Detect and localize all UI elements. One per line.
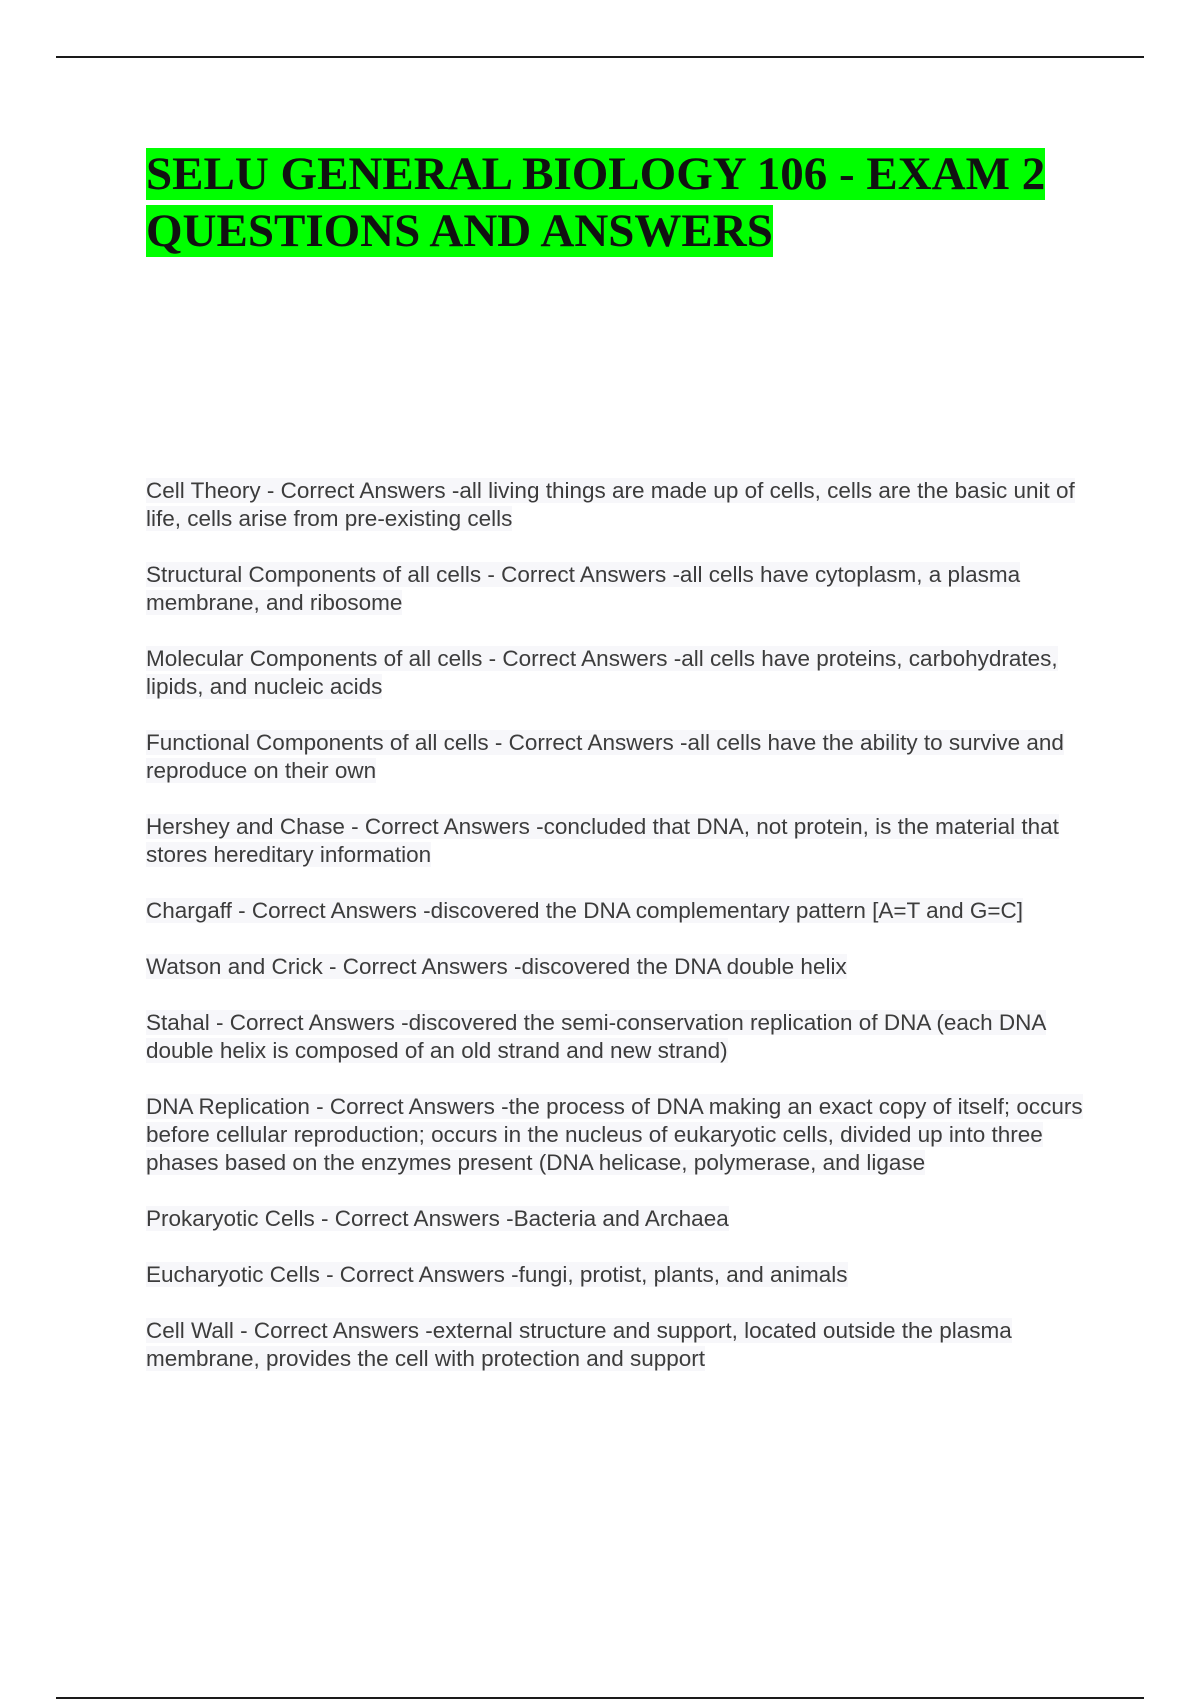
qa-item — [146, 1093, 1096, 1177]
qa-item-text: Hershey and Chase - Correct Answers -concluded that DNA, not protein, is the material that stores hereditary information — [146, 814, 1059, 867]
qa-item — [146, 1317, 1096, 1373]
qa-item — [146, 897, 1096, 925]
qa-item-text: Molecular Components of all cells - Correct Answers -all cells have proteins, carbohydrates, lipids, and nucleic acids — [146, 646, 1058, 699]
title-block — [146, 146, 1106, 260]
qa-item — [146, 953, 1096, 981]
qa-item — [146, 813, 1096, 869]
qa-item-text: Watson and Crick - Correct Answers -discovered the DNA double helix — [146, 954, 847, 979]
qa-item-text: Structural Components of all cells - Correct Answers -all cells have cytoplasm, a plasma membrane, and ribosome — [146, 562, 1021, 615]
qa-list — [146, 477, 1096, 1401]
footer-rule — [56, 1697, 1144, 1699]
qa-item — [146, 645, 1096, 701]
qa-item-text: Chargaff - Correct Answers -discovered the DNA complementary pattern [A=T and G=C] — [146, 898, 1024, 923]
qa-item-text: Prokaryotic Cells - Correct Answers -Bacteria and Archaea — [146, 1206, 729, 1231]
qa-item — [146, 729, 1096, 785]
qa-item — [146, 1205, 1096, 1233]
qa-item — [146, 477, 1096, 533]
qa-item-text: Cell Theory - Correct Answers -all living things are made up of cells, cells are the basic unit of life, cells arise from pre-existing cells — [146, 478, 1075, 531]
qa-item-text: Functional Components of all cells - Correct Answers -all cells have the ability to survive and reproduce on their own — [146, 730, 1064, 783]
qa-item — [146, 1261, 1096, 1289]
page-title — [146, 146, 1106, 260]
qa-item — [146, 561, 1096, 617]
page-title-text: SELU GENERAL BIOLOGY 106 - EXAM 2 QUESTIONS AND ANSWERS — [146, 148, 1046, 257]
qa-item — [146, 1009, 1096, 1065]
qa-item-text: Stahal - Correct Answers -discovered the semi-conservation replication of DNA (each DNA double helix is composed of an old strand and new strand) — [146, 1010, 1047, 1063]
qa-item-text: DNA Replication - Correct Answers -the process of DNA making an exact copy of itself; occurs before cellular reproduction; occurs in the nucleus of eukaryotic cells, divided up into three phases based on the enzymes present (DNA helicase, polymerase, and ligase — [146, 1094, 1083, 1175]
header-rule — [56, 56, 1144, 58]
qa-item-text: Eucharyotic Cells - Correct Answers -fungi, protist, plants, and animals — [146, 1262, 848, 1287]
qa-item-text: Cell Wall - Correct Answers -external structure and support, located outside the plasma membrane, provides the cell with protection and support — [146, 1318, 1012, 1371]
